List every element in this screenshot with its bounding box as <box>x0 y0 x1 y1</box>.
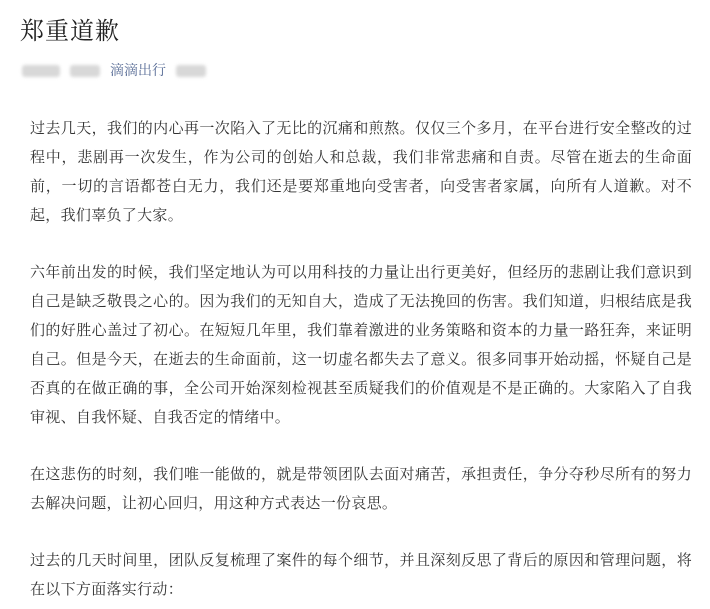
blurred-original-tag <box>22 65 60 77</box>
blurred-author <box>70 65 100 77</box>
article-body <box>30 114 692 609</box>
paragraph: 在这悲伤的时刻，我们唯一能做的，就是带领团队去面对痛苦，承担责任，争分夺秒尽所有的努力去解决问题，让初心回归，用这种方式表达一份哀思。 <box>30 465 692 512</box>
account-name-link[interactable]: 滴滴出行 <box>110 63 166 79</box>
article-title: 郑重道歉 <box>20 17 120 45</box>
paragraph: 六年前出发的时候，我们坚定地认为可以用科技的力量让出行更美好，但经历的悲剧让我们意识到自己是缺乏敬畏之心的。因为我们的无知自大，造成了无法挽回的伤害。我们知道，归根结底是我们的好胜心盖过了初心。在短短几年里，我们靠着激进的业务策略和资本的力量一路狂奔，来证明自己。但是今天，在逝去的生命面前，这一切虚名都失去了意义。很多同事开始动摇，怀疑自己是否真的在做正确的事，全公司开始深刻检视甚至质疑我们的价值观是不是正确的。大家陷入了自我审视、自我怀疑、自我否定的情绪中。 <box>30 263 692 426</box>
paragraph: 过去的几天时间里，团队反复梳理了案件的每个细节，并且深刻反思了背后的原因和管理问题，将在以下方面落实行动： <box>30 551 692 598</box>
blurred-publish-date <box>176 65 206 77</box>
paragraph: 过去几天，我们的内心再一次陷入了无比的沉痛和煎熬。仅仅三个多月，在平台进行安全整改的过程中，悲剧再一次发生，作为公司的创始人和总裁，我们非常悲痛和自责。尽管在逝去的生命面前，一切的言语都苍白无力，我们还是要郑重地向受害者，向受害者家属，向所有人道歉。对不起，我们辜负了大家。 <box>30 119 692 224</box>
article-meta <box>22 60 216 82</box>
